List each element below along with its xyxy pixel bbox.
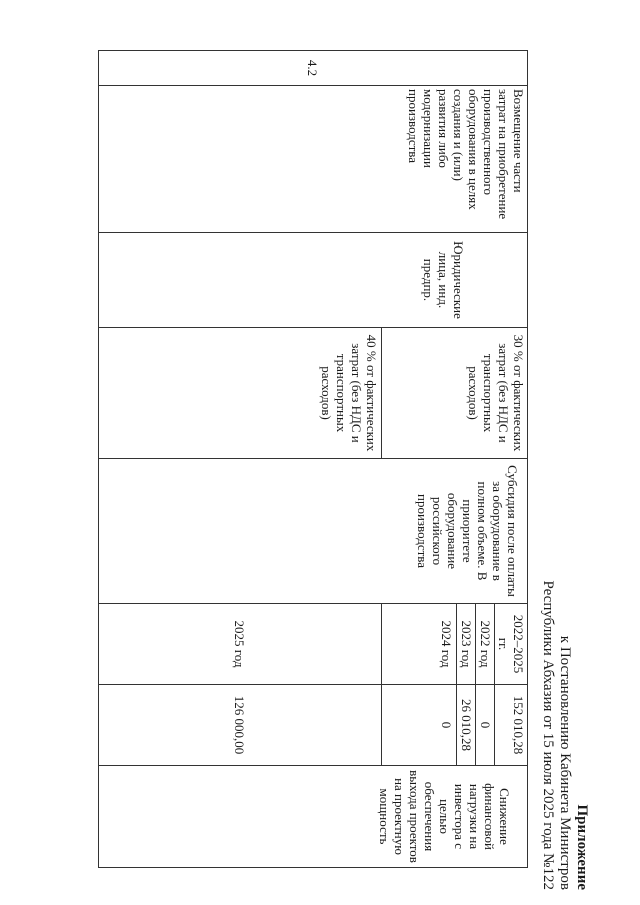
measure-name: Возмещение части затрат на приобретение производственного оборудования в целях создания и (или) развития либо модернизации производства — [99, 86, 528, 233]
recipients — [99, 233, 528, 328]
year-label: 2023 год — [457, 604, 476, 685]
row-number: 4.2 — [99, 51, 528, 86]
document-header — [539, 581, 590, 891]
table-row — [495, 51, 528, 868]
condition-cell — [99, 459, 528, 604]
size-cell-2: 40 % от фактических затрат (без НДС и транспортных расходов) — [99, 328, 382, 459]
year-label: 2022–2025 гг. — [495, 604, 528, 685]
year-sum: 126 000,00 — [99, 685, 382, 766]
year-label: 2022 год — [476, 604, 495, 685]
appendix-title: Приложение — [574, 804, 590, 890]
year-sum: 0 — [476, 685, 495, 766]
year-sum: 0 — [382, 685, 457, 766]
header-line-2: Республики Абхазия от 15 июля 2025 года №122 — [540, 580, 556, 890]
year-label: 2025 год — [99, 604, 382, 685]
subsidy-table — [98, 50, 528, 868]
recipients-text: Юридические лица, инд. предпр. — [421, 241, 466, 319]
condition-text: Субсидия после оплаты за оборудование в полном объеме. В приоритете оборудование российского производства — [415, 465, 520, 597]
rotated-page — [70, 30, 590, 890]
size-cell-1: 30 % от фактических затрат (без НДС и транспортных расходов) — [382, 328, 528, 459]
goal-text: Снижение финансовой нагрузки на инвестора с целью обеспечения выхода проектов на проектную мощность — [377, 770, 512, 863]
goal-cell — [99, 766, 528, 868]
year-sum: 152 010,28 — [495, 685, 528, 766]
year-sum: 26 010,28 — [457, 685, 476, 766]
year-label: 2024 год — [382, 604, 457, 685]
header-line-1: к Постановлению Кабинета Министров — [557, 635, 573, 890]
